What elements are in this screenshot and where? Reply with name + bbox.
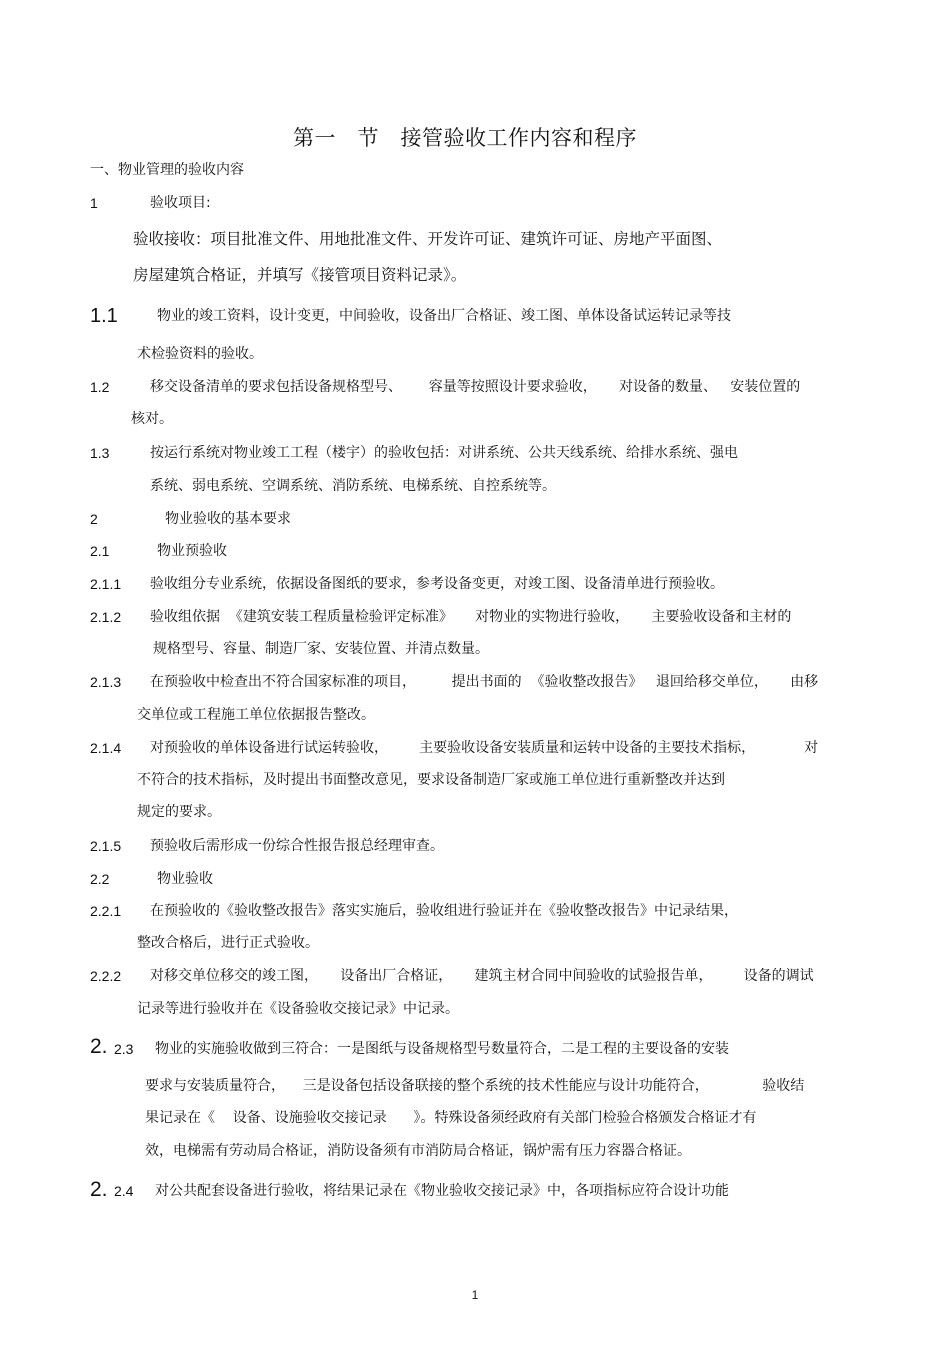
item-text: 移交设备清单的要求包括设备规格型号、 容量等按照设计要求验收， 对设备的数量、 安装位置的 xyxy=(150,379,801,395)
item-text-cont: 核对。 xyxy=(131,411,173,427)
item-text: 验收组依据 《建筑安装工程质量检验评定标准》 对物业的实物进行验收， 主要验收设备和主材的 xyxy=(150,609,792,625)
item-number: 2.2.1 xyxy=(90,903,122,919)
item-number: 2.2.2 xyxy=(90,968,122,984)
item-text: 验收项目: xyxy=(150,195,211,211)
item-text: 按运行系统对物业竣工工程（楼宇）的验收包括：对讲系统、公共天线系统、给排水系统、强电 xyxy=(150,445,738,461)
item-number: 2.1.2 xyxy=(90,609,122,625)
item-number: 2.1.3 xyxy=(90,674,122,690)
item-number: 2.3 xyxy=(114,1041,134,1057)
item-text-cont: 术检验资料的验收。 xyxy=(137,346,263,362)
item-text: 对移交单位移交的竣工图， 设备出厂合格证， 建筑主材合同中间验收的试验报告单， 设备的调试 xyxy=(150,968,814,984)
item-text: 物业验收的基本要求 xyxy=(165,511,291,527)
heading-acceptance-content: 一、物业管理的验收内容 xyxy=(90,162,244,178)
item-text-cont: 记录等进行验收并在《设备验收交接记录》中记录。 xyxy=(137,1001,459,1017)
intro-line-2: 房屋建筑合格证，并填写《接管项目资料记录》。 xyxy=(133,266,467,284)
item-text: 物业预验收 xyxy=(157,543,227,559)
item-text: 在预验收中检查出不符合国家标准的项目， 提出书面的 《验收整改报告》 退回给移交单位， 由移 xyxy=(150,674,819,690)
item-text-cont: 整改合格后，进行正式验收。 xyxy=(137,935,319,951)
item-number: 2.1.4 xyxy=(90,740,122,756)
item-text: 验收组分专业系统，依据设备图纸的要求，参考设备变更，对竣工图、设备清单进行预验收。 xyxy=(150,576,724,592)
item-number: 1.3 xyxy=(90,445,110,461)
section-title: 第一 节 接管验收工作内容和程序 xyxy=(292,126,638,150)
intro-line-1: 验收接收：项目批准文件、用地批准文件、开发许可证、建筑许可证、房地产平面图、 xyxy=(133,230,723,248)
item-number: 2.2 xyxy=(90,871,110,887)
item-text: 预验收后需形成一份综合性报告报总经理审查。 xyxy=(150,838,444,854)
item-text: 对公共配套设备进行验收，将结果记录在《物业验收交接记录》中，各项指标应符合设计功能 xyxy=(155,1183,729,1199)
item-number: 1 xyxy=(90,195,98,211)
page-number: 1 xyxy=(471,1288,479,1302)
item-number: 1.2 xyxy=(90,379,110,395)
item-text: 在预验收的《验收整改报告》落实实施后，验收组进行验证并在《验收整改报告》中记录结果， xyxy=(150,903,738,919)
item-text: 物业的实施验收做到三符合：一是图纸与设备规格型号数量符合，二是工程的主要设备的安装 xyxy=(155,1041,729,1057)
item-number-large: 2. xyxy=(90,1035,108,1058)
item-number: 2.1.5 xyxy=(90,838,122,854)
item-number: 1.1 xyxy=(90,305,118,327)
item-text-cont: 效，电梯需有劳动局合格证，消防设备须有市消防局合格证，锅炉需有压力容器合格证。 xyxy=(145,1143,691,1159)
item-text: 物业验收 xyxy=(157,871,213,887)
item-text-cont: 交单位或工程施工单位依据报告整改。 xyxy=(137,707,375,723)
item-number: 2.1.1 xyxy=(90,576,122,592)
item-text-cont: 系统、弱电系统、空调系统、消防系统、电梯系统、自控系统等。 xyxy=(150,478,556,494)
item-text: 物业的竣工资料，设计变更，中间验收，设备出厂合格证、竣工图、单体设备试运转记录等技 xyxy=(157,308,731,324)
item-number: 2.1 xyxy=(90,543,110,559)
item-number: 2.4 xyxy=(114,1183,134,1199)
item-text: 对预验收的单体设备进行试运转验收， 主要验收设备安装质量和运转中设备的主要技术指标， 对 xyxy=(150,740,819,756)
item-text-cont: 要求与安装质量符合， 三是设备包括设备联接的整个系统的技术性能应与设计功能符合， 验收结 xyxy=(145,1078,805,1094)
item-text-cont: 不符合的技术指标，及时提出书面整改意见，要求设备制造厂家或施工单位进行重新整改并达到 xyxy=(137,772,725,788)
item-number-large: 2. xyxy=(90,1178,108,1201)
item-number: 2 xyxy=(90,511,98,527)
item-text-cont: 规定的要求。 xyxy=(137,804,221,820)
item-text-cont: 规格型号、容量、制造厂家、安装位置、并清点数量。 xyxy=(153,641,489,657)
item-text-cont: 果记录在《 设备、设施验收交接记录 》。特殊设备须经政府有关部门检验合格颁发合格证才有 xyxy=(145,1110,757,1126)
